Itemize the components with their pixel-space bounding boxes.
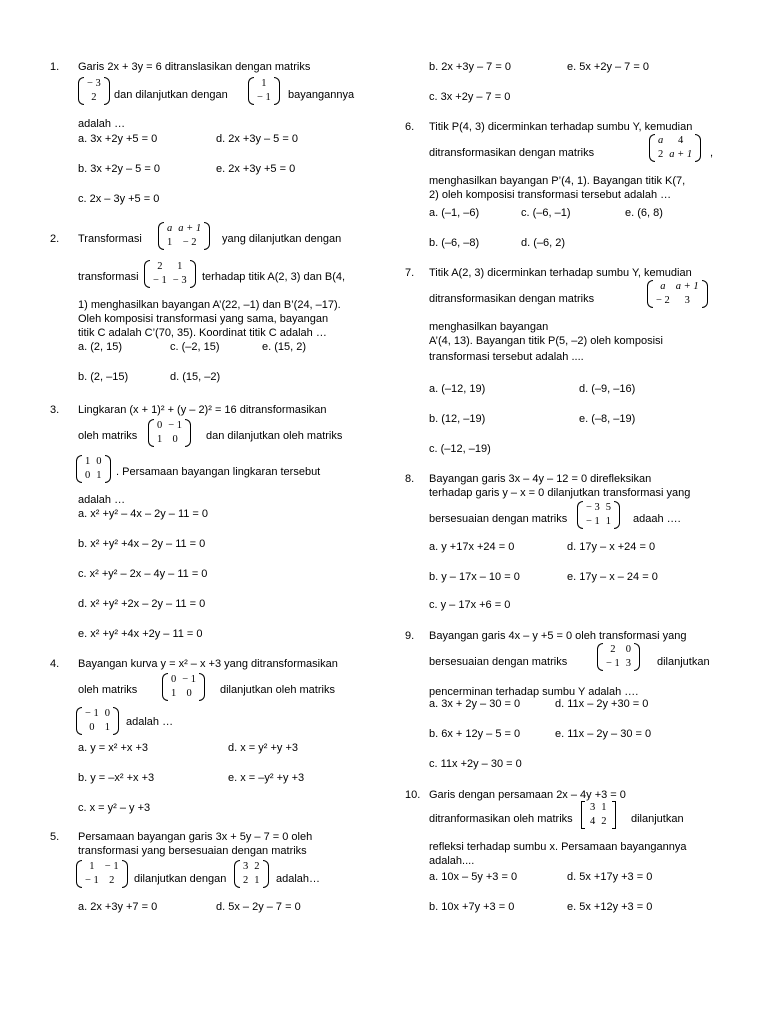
option-d: d. x = y² +y +3 <box>228 742 299 754</box>
option-e: e. 11x – 2y – 30 = 0 <box>555 728 652 740</box>
matrix: 1 0 0 1 <box>76 455 111 483</box>
question-number: 2. <box>50 233 60 245</box>
question-text: Titik A(2, 3) dicerminkan terhadap sumbu Y, kemudian <box>429 267 692 279</box>
option-c: c. (–6, –1) <box>521 207 571 219</box>
option-a: a. y = x² +x +3 <box>78 742 149 754</box>
option-e: e. (6, 8) <box>625 207 663 219</box>
question-text: adalah.... <box>429 855 475 867</box>
option-a: a. 3x +2y +5 = 0 <box>78 133 158 145</box>
option-e: e. (–8, –19) <box>579 413 636 425</box>
option-e: e. 5x +12y +3 = 0 <box>567 901 653 913</box>
option-b: b. y – 17x – 10 = 0 <box>429 571 520 583</box>
question-text: dilanjutkan <box>657 656 710 668</box>
option-d: d. 5x +17y +3 = 0 <box>567 871 653 883</box>
option-d: d. 5x – 2y – 7 = 0 <box>216 901 301 913</box>
matrix: 3 1 4 2 <box>581 801 616 829</box>
option-b: b. (12, –19) <box>429 413 486 425</box>
question-text: menghasilkan bayangan P’(4, 1). Bayangan titik K(7, <box>429 175 686 187</box>
option-a: a. (–12, 19) <box>429 383 486 395</box>
matrix: 2 1 − 1 − 3 <box>144 260 196 288</box>
question-text: Bayangan garis 4x – y +5 = 0 oleh transformasi yang <box>429 630 687 642</box>
question-text: menghasilkan bayangan <box>429 321 549 333</box>
question-text: bersesuaian dengan matriks <box>429 656 568 668</box>
option-d: d. (15, –2) <box>170 371 221 383</box>
option-e: e. 5x +2y – 7 = 0 <box>567 61 649 73</box>
option-a: a. 2x +3y +7 = 0 <box>78 901 158 913</box>
option-a: a. y +17x +24 = 0 <box>429 541 515 553</box>
question-text: Bayangan kurva y = x² – x +3 yang ditransformasikan <box>78 658 338 670</box>
question-text: dilanjutkan dengan <box>134 873 227 885</box>
question-text: Garis 2x + 3y = 6 ditranslasikan dengan matriks <box>78 61 311 73</box>
option-e: e. x = –y² +y +3 <box>228 772 305 784</box>
option-c: c. 11x +2y – 30 = 0 <box>429 758 522 770</box>
option-e: e. 2x +3y +5 = 0 <box>216 163 296 175</box>
option-d: d. (–6, 2) <box>521 237 566 249</box>
matrix: 1 − 1 − 1 2 <box>76 860 128 888</box>
question-text: dan dilanjutkan dengan <box>114 89 228 101</box>
question-text: ditransformasikan dengan matriks <box>429 147 595 159</box>
question-text: oleh matriks <box>78 430 138 442</box>
matrix: a 4 2 a + 1 <box>649 134 701 162</box>
question-text: adalah … <box>126 716 174 728</box>
question-number: 10. <box>405 789 421 801</box>
option-d: d. x² +y² +2x – 2y – 11 = 0 <box>78 598 206 610</box>
matrix: − 3 2 <box>78 77 110 105</box>
question-text: 1) menghasilkan bayangan A’(22, –1) dan B’(24, –17). <box>78 299 341 311</box>
option-b: b. (–6, –8) <box>429 237 480 249</box>
option-e: e. x² +y² +4x +2y – 11 = 0 <box>78 628 203 640</box>
question-text: Bayangan garis 3x – 4y – 12 = 0 direfleksikan <box>429 473 652 485</box>
matrix: 0 − 1 1 0 <box>148 419 191 447</box>
question-text: pencerminan terhadap sumbu Y adalah …. <box>429 686 639 698</box>
question-number: 6. <box>405 121 415 133</box>
option-a: a. (2, 15) <box>78 341 123 353</box>
option-d: d. (–9, –16) <box>579 383 636 395</box>
option-c: c. x = y² – y +3 <box>78 802 151 814</box>
question-text: adaah …. <box>633 513 681 525</box>
option-d: d. 11x – 2y +30 = 0 <box>555 698 649 710</box>
matrix: − 1 0 0 1 <box>76 707 119 735</box>
question-text: terhadap titik A(2, 3) dan B(4, <box>202 271 346 283</box>
question-text: bersesuaian dengan matriks <box>429 513 568 525</box>
question-number: 4. <box>50 658 60 670</box>
matrix: 3 2 2 1 <box>234 860 269 888</box>
question-number: 3. <box>50 404 60 416</box>
question-text: refleksi terhadap sumbu x. Persamaan bayangannya <box>429 841 687 853</box>
option-c: c. (–12, –19) <box>429 443 491 455</box>
question-number: 8. <box>405 473 415 485</box>
question-text: ditransformasikan dengan matriks <box>429 293 595 305</box>
question-text: transformasi <box>78 271 139 283</box>
question-text: 2) oleh komposisi transformasi tersebut adalah … <box>429 189 672 201</box>
question-text: titik C adalah C’(70, 35). Koordinat titik C adalah … <box>78 327 327 339</box>
question-text: Transformasi <box>78 233 142 245</box>
question-text: ditranformasikan oleh matriks <box>429 813 573 825</box>
option-b: b. 10x +7y +3 = 0 <box>429 901 515 913</box>
matrix: 0 − 1 1 0 <box>162 673 205 701</box>
option-c: c. 3x +2y – 7 = 0 <box>429 91 511 103</box>
option-c: c. 2x – 3y +5 = 0 <box>78 193 160 205</box>
question-text: adalah … <box>78 118 126 130</box>
question-number: 1. <box>50 61 60 73</box>
question-text: bayangannya <box>288 89 355 101</box>
matrix: 2 0 − 1 3 <box>597 643 640 671</box>
question-text: oleh matriks <box>78 684 138 696</box>
question-text: Persamaan bayangan garis 3x + 5y – 7 = 0 oleh <box>78 831 313 843</box>
option-c: c. x² +y² – 2x – 4y – 11 = 0 <box>78 568 208 580</box>
option-b: b. y = –x² +x +3 <box>78 772 155 784</box>
question-text: adalah… <box>276 873 321 885</box>
option-c: c. y – 17x +6 = 0 <box>429 599 511 611</box>
matrix: − 3 5 − 1 1 <box>577 501 620 529</box>
question-text: Oleh komposisi transformasi yang sama, bayangan <box>78 313 329 325</box>
question-number: 9. <box>405 630 415 642</box>
option-a: a. 10x – 5y +3 = 0 <box>429 871 518 883</box>
option-b: b. 2x +3y – 7 = 0 <box>429 61 511 73</box>
question-text: Garis dengan persamaan 2x – 4y +3 = 0 <box>429 789 626 801</box>
question-text: transformasi yang bersesuaian dengan matriks <box>78 845 307 857</box>
matrix: 1 − 1 <box>248 77 280 105</box>
question-text: adalah … <box>78 494 126 506</box>
option-b: b. (2, –15) <box>78 371 129 383</box>
question-text: dilanjutkan oleh matriks <box>220 684 335 696</box>
question-text: , <box>710 147 714 159</box>
option-e: e. (15, 2) <box>262 341 307 353</box>
option-e: e. 17y – x – 24 = 0 <box>567 571 658 583</box>
option-d: d. 17y – x +24 = 0 <box>567 541 656 553</box>
option-a: a. x² +y² – 4x – 2y – 11 = 0 <box>78 508 209 520</box>
question-text: Lingkaran (x + 1)² + (y – 2)² = 16 ditransformasikan <box>78 404 327 416</box>
option-b: b. 3x +2y – 5 = 0 <box>78 163 160 175</box>
question-text: transformasi tersebut adalah .... <box>429 351 584 363</box>
option-c: c. (–2, 15) <box>170 341 220 353</box>
question-text: terhadap garis y – x = 0 dilanjutkan transformasi yang <box>429 487 691 499</box>
option-a: a. (–1, –6) <box>429 207 480 219</box>
matrix: a a + 1 − 2 3 <box>647 280 708 308</box>
option-b: b. 6x + 12y – 5 = 0 <box>429 728 521 740</box>
question-number: 7. <box>405 267 415 279</box>
option-b: b. x² +y² +4x – 2y – 11 = 0 <box>78 538 206 550</box>
question-text: yang dilanjutkan dengan <box>222 233 342 245</box>
question-text: . Persamaan bayangan lingkaran tersebut <box>116 466 321 478</box>
option-a: a. 3x + 2y – 30 = 0 <box>429 698 521 710</box>
question-text: dilanjutkan <box>631 813 684 825</box>
matrix: a a + 1 1 − 2 <box>158 222 210 250</box>
question-text: dan dilanjutkan oleh matriks <box>206 430 343 442</box>
question-number: 5. <box>50 831 60 843</box>
question-text: Titik P(4, 3) dicerminkan terhadap sumbu Y, kemudian <box>429 121 693 133</box>
question-text: A’(4, 13). Bayangan titik P(5, –2) oleh komposisi <box>429 335 663 347</box>
option-d: d. 2x +3y – 5 = 0 <box>216 133 298 145</box>
